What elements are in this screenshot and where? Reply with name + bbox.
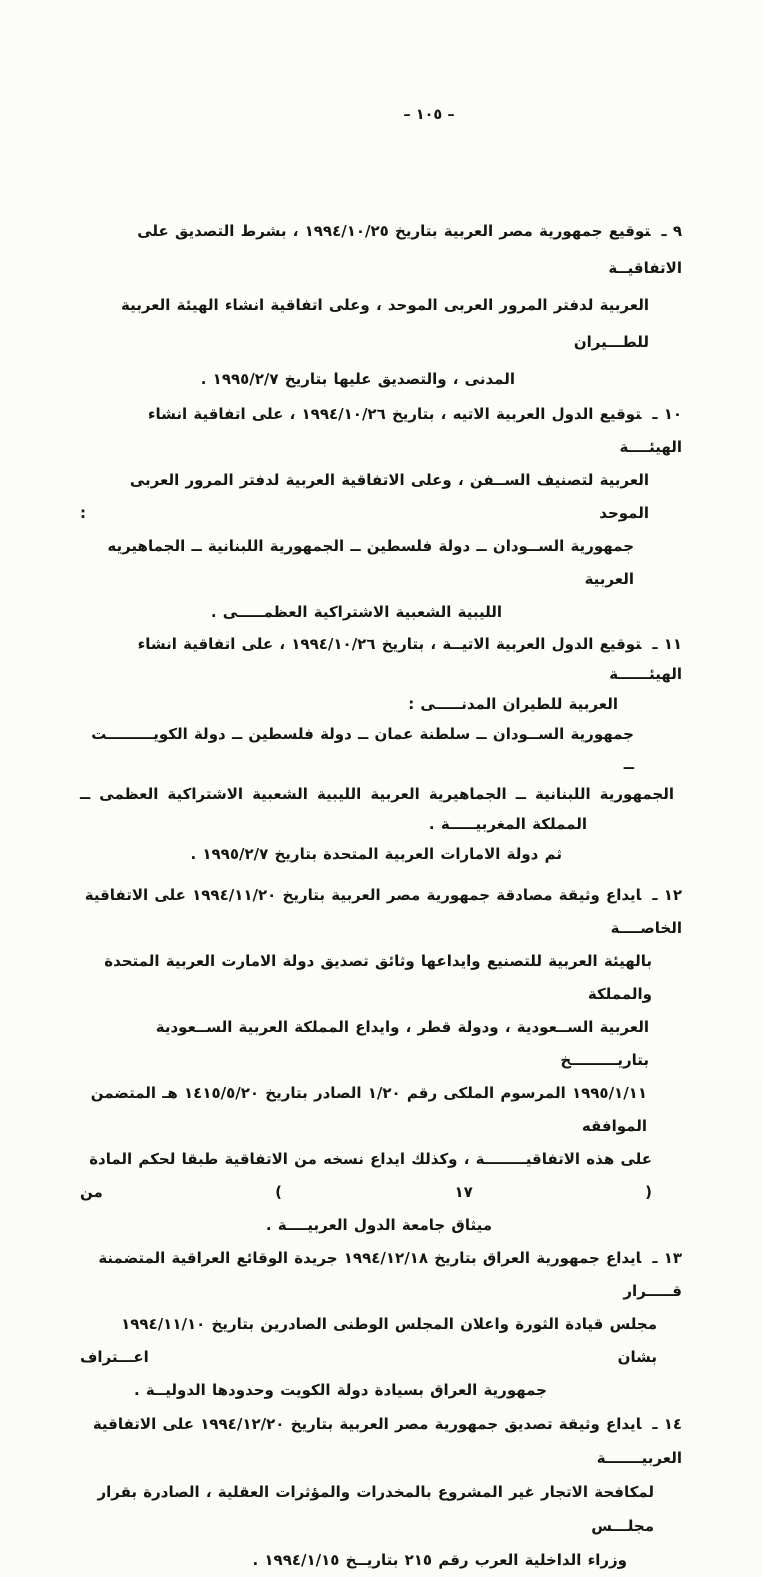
text-line: بالهيئة العربية للتصنيع وايداعها وثائق تصديق دولة الامارت العربية المتحدة والمملكة: [104, 952, 652, 1003]
text-line: الليبية الشعبية الاشتراكية العظمـــــى .: [210, 603, 502, 621]
document-body: [80, 213, 682, 1577]
item-number: ١٢ ـ: [652, 886, 682, 904]
text-line: العربية للطيران المدنـــــى :: [408, 695, 618, 713]
item-text: توقيع جمهورية مصر العربية بتاريخ ١٩٩٤/١٠/٢٥ ، بشرط التصديق على الاتفاقيــة: [137, 222, 682, 277]
item-number: ١٣ ـ: [652, 1249, 682, 1267]
text-line: العربية الســعودية ، ودولة قطر ، وايداع المملكة العربية الســعودية بتاريـــــــــخ: [155, 1018, 649, 1069]
text-line: [80, 629, 682, 689]
list-item: [80, 1242, 682, 1407]
list-item: [80, 879, 682, 1242]
item-text: ايداع وثيقة تصديق جمهورية مصر العربية بتاريخ ١٩٩٤/١٢/٢٠ على الاتفاقية العربيـــــــة: [92, 1415, 682, 1467]
text-line: جمهورية الســودان ــ دولة فلسطين ــ الجمهورية اللبنانية ــ الجماهيريه العربية: [107, 537, 634, 588]
text-line: وزراء الداخلية العرب رقم ٢١٥ بتاريــخ ١٩٩٤/١/١٥ .: [252, 1551, 627, 1569]
text-line: [80, 1407, 682, 1475]
text-line: العربية لتصنيف الســفن ، وعلى الاتفاقية العربية لدفتر المرور العربى الموحد :: [80, 471, 649, 522]
text-line: ميثاق جامعة الدول العربيــــة .: [265, 1216, 492, 1234]
text-line: على هذه الاتفاقيــــــــة ، وكذلك ايداع نسخه من الاتفاقية طبقا لحكم المادة ( ١٧ ) من: [80, 1150, 652, 1201]
text-line: جمهورية العراق بسيادة دولة الكويت وحدودها الدوليــة .: [133, 1381, 547, 1399]
item-number: ١٤ ـ: [652, 1415, 682, 1433]
item-number: ١٠ ـ: [652, 405, 682, 423]
item-text: توقيع الدول العربية الاتيــة ، بتاريخ ١٩٩٤/١٠/٢٦ ، على اتفاقية انشاء الهيئــــــة: [137, 635, 682, 683]
text-line: [80, 213, 682, 287]
text-line: لمكافحة الاتجار غير المشروع بالمخدرات والمؤثرات العقلية ، الصادرة بقرار مجلـــس: [97, 1483, 654, 1535]
text-line: الجمهورية اللبنانية ــ الجماهيرية العربية الليبية الشعبية الاشتراكية العظمى ــ: [80, 785, 674, 803]
text-line: [80, 398, 682, 464]
text-line: مجلس قيادة الثورة واعلان المجلس الوطنى الصادرين بتاريخ ١٩٩٤/١١/١٠ بشان اعـــتراف: [80, 1315, 657, 1366]
list-item: [80, 629, 682, 869]
text-line: المملكة المغربيـــــة .: [428, 815, 587, 833]
item-text: ايداع وثيقة مصادقة جمهورية مصر العربية بتاريخ ١٩٩٤/١١/٢٠ على الاتفاقية الخاصــــة: [84, 886, 682, 937]
text-line: المدنى ، والتصديق عليها بتاريخ ١٩٩٥/٢/٧ .: [200, 370, 515, 388]
list-item: [80, 1407, 682, 1577]
text-line: العربية لدفتر المرور العربى الموحد ، وعلى اتفاقية انشاء الهيئة العربية للطـــيران: [120, 296, 649, 351]
text-line: [80, 1242, 682, 1308]
item-number: ٩ ـ: [661, 222, 682, 240]
text-line: [80, 879, 682, 945]
text-line: جمهورية الســودان ــ سلطنة عمان ــ دولة فلسطين ــ دولة الكويـــــــــت ــ: [91, 725, 634, 773]
list-item: [80, 213, 682, 398]
text-line: ١٩٩٥/١/١١ المرسوم الملكى رقم ١/٢٠ الصادر بتاريخ ١٤١٥/٥/٢٠ هـ المتضمن الموافقه: [90, 1084, 647, 1135]
page-number: – ١٠٥ –: [403, 107, 455, 123]
item-text: ايداع جمهورية العراق بتاريخ ١٩٩٤/١٢/١٨ جريدة الوقائع العراقية المتضمنة قـــــرار: [98, 1249, 682, 1300]
text-line: ثم دولة الامارات العربية المتحدة بتاريخ ١٩٩٥/٢/٧ .: [190, 845, 562, 863]
item-text: توقيع الدول العربية الاتيه ، بتاريخ ١٩٩٤/١٠/٢٦ ، على اتفاقية انشاء الهيئــــة: [147, 405, 682, 456]
item-number: ١١ ـ: [652, 635, 682, 653]
list-item: [80, 398, 682, 629]
